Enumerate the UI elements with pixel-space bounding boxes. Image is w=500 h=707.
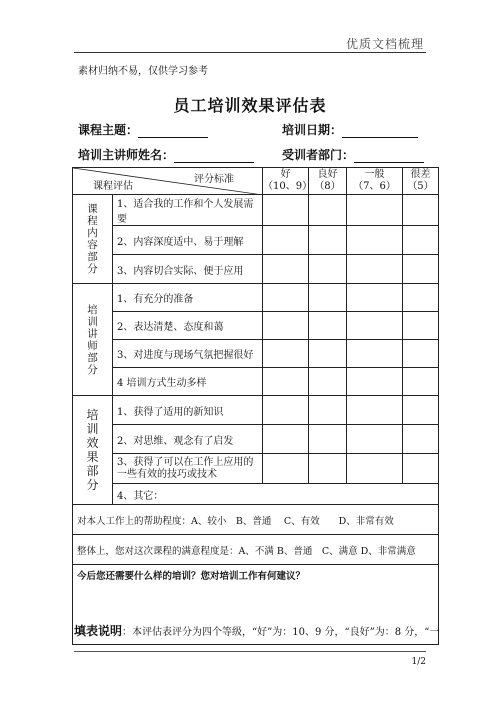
training-date-blank[interactable]: [342, 124, 418, 138]
criteria-item: 1、获得了适用的新知识: [113, 396, 263, 425]
rating-cell[interactable]: [309, 454, 347, 484]
rating-cell[interactable]: [263, 396, 309, 425]
rating-cell[interactable]: [347, 396, 403, 425]
rating-cell[interactable]: [263, 226, 309, 255]
header-text: 优质文档梳理: [345, 37, 424, 51]
course-topic-blank[interactable]: [138, 124, 208, 138]
document-title: 员工培训效果评估表: [173, 96, 327, 115]
criteria-item: 1、适合我的工作和个人发展需要: [113, 195, 263, 226]
lecturer-name-label: 培训主讲师姓名：: [78, 148, 175, 162]
criteria-item: 3、内容切合实际、便于应用: [113, 255, 263, 284]
rating-cell[interactable]: [347, 312, 403, 340]
group-label-content: 课 程 内 容 部 分: [73, 195, 113, 284]
col-label: 良好: [317, 169, 338, 180]
criteria-item: 2、对思维、观念有了启发: [113, 425, 263, 454]
rating-cell[interactable]: [263, 368, 309, 396]
rating-cell[interactable]: [347, 368, 403, 396]
col-range: （7、6）: [353, 181, 396, 192]
rating-cell[interactable]: [403, 396, 439, 425]
criteria-item: 1、有充分的准备: [113, 284, 263, 312]
rating-cell[interactable]: [347, 340, 403, 368]
help-degree-row[interactable]: 对本人工作上的帮助程度：A、较小 B、普通 C、有效 D、非常有效: [73, 505, 439, 535]
training-date-field[interactable]: [282, 121, 418, 138]
trainee-dept-field[interactable]: [282, 146, 424, 163]
rating-cell[interactable]: [263, 454, 309, 484]
trainee-dept-label: 受训者部门：: [282, 148, 355, 162]
group-label-lecturer: 培 训 讲 师 部 分: [73, 284, 113, 396]
group-label-effect: 培 训 效 果 部 分: [73, 396, 113, 505]
rating-cell[interactable]: [263, 255, 309, 284]
rating-cell[interactable]: [263, 195, 309, 226]
course-topic-field[interactable]: [78, 121, 208, 138]
rating-cell[interactable]: [403, 368, 439, 396]
col-header-average: [347, 168, 403, 195]
rating-cell[interactable]: [403, 255, 439, 284]
rating-cell[interactable]: [309, 312, 347, 340]
rating-cell[interactable]: [263, 312, 309, 340]
page-number: 1/2: [411, 657, 426, 667]
rating-cell[interactable]: [403, 340, 439, 368]
criteria-item: 4 培训方式生动多样: [113, 368, 263, 396]
criteria-item: 2、内容深度适中、易于理解: [113, 226, 263, 255]
criteria-item: 3、获得了可以在工作上应用的一些有效的技巧或技术: [113, 454, 263, 484]
col-header-fairly-good: [309, 168, 347, 195]
trainee-dept-blank[interactable]: [354, 149, 424, 163]
suggestion-box[interactable]: 今后您还需要什么样的培训？您对培训工作有何建议？: [73, 565, 439, 645]
rating-cell[interactable]: [263, 284, 309, 312]
course-topic-label: 课程主题：: [78, 123, 139, 137]
col-header-poor: [403, 168, 439, 195]
col-label: 好: [280, 169, 291, 180]
col-range: （10、9）: [263, 181, 313, 192]
criteria-item: 2、表达清楚、态度和蔼: [113, 312, 263, 340]
training-date-label: 培训日期：: [282, 123, 343, 137]
rating-cell[interactable]: [263, 340, 309, 368]
rating-cell[interactable]: [403, 312, 439, 340]
rating-cell[interactable]: [403, 226, 439, 255]
instructions-text: ：本评估表评分为四个等级，“好”为：10、9 分，“良好”为：8 分，“一: [122, 627, 440, 638]
rating-cell[interactable]: [309, 284, 347, 312]
header-divider: [74, 52, 426, 53]
satisfaction-row[interactable]: 整体上，您对这次课程的满意程度是：A、不满 B、普通 C、满意 D、非常满意: [73, 535, 439, 565]
fill-instructions: [74, 622, 439, 639]
rating-cell[interactable]: [309, 340, 347, 368]
col-label: 很差: [410, 169, 431, 180]
rating-cell[interactable]: [347, 226, 403, 255]
evaluation-table: [72, 167, 439, 645]
diagonal-header-cell: [73, 168, 263, 195]
rating-cell[interactable]: [403, 454, 439, 484]
col-range: （5）: [407, 181, 434, 192]
diag-top-label: 评分标准: [194, 174, 234, 185]
rating-cell[interactable]: [263, 425, 309, 454]
rating-cell[interactable]: [347, 425, 403, 454]
col-range: （8）: [314, 181, 341, 192]
col-label: 一般: [364, 169, 385, 180]
footer-divider: [74, 651, 426, 652]
rating-cell[interactable]: [347, 454, 403, 484]
col-header-good: [263, 168, 313, 195]
lecturer-name-field[interactable]: [78, 146, 254, 163]
criteria-item: 3、对进度与现场气氛把握很好: [113, 340, 263, 368]
instructions-label: 填表说明: [74, 624, 123, 638]
rating-cell[interactable]: [347, 255, 403, 284]
rating-cell[interactable]: [403, 195, 439, 226]
rating-cell[interactable]: [347, 195, 403, 226]
source-note: 素材归纳不易，仅供学习参考: [78, 66, 208, 77]
lecturer-name-blank[interactable]: [174, 149, 254, 163]
rating-cell[interactable]: [309, 255, 347, 284]
rating-cell[interactable]: [309, 195, 347, 226]
rating-cell[interactable]: [347, 284, 403, 312]
rating-cell[interactable]: [309, 368, 347, 396]
rating-cell[interactable]: [309, 396, 347, 425]
rating-cell[interactable]: [309, 226, 347, 255]
rating-cell[interactable]: [309, 425, 347, 454]
rating-cell[interactable]: [403, 284, 439, 312]
other-item[interactable]: 4、其它：: [113, 484, 439, 505]
rating-cell[interactable]: [403, 425, 439, 454]
diag-bottom-label: 课程评估: [93, 181, 133, 192]
